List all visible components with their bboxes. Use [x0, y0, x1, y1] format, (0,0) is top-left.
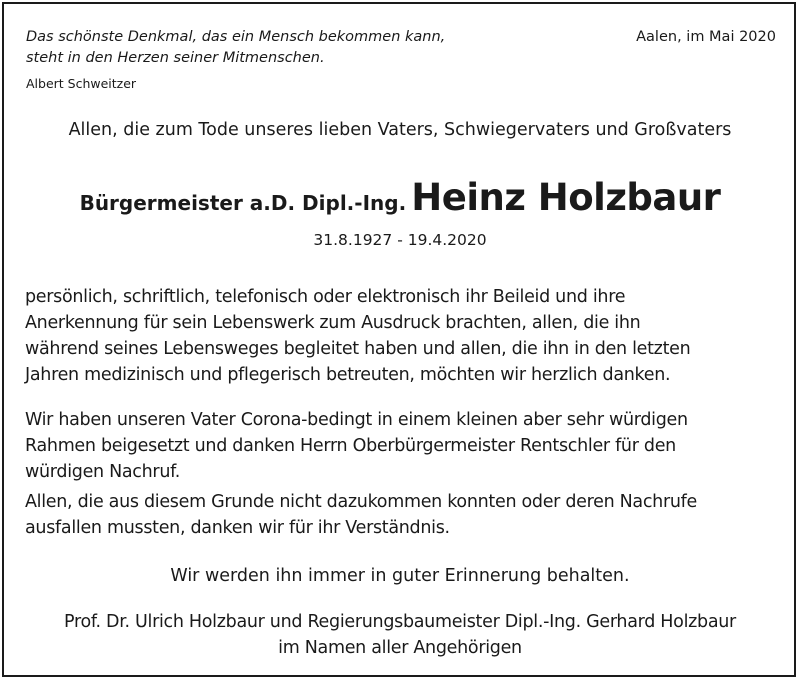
paragraph-line: Allen, die aus diesem Grunde nicht dazukommen konnten oder deren Nachrufe	[25, 492, 697, 512]
understanding-paragraph	[25, 489, 785, 541]
epigraph-quote	[26, 27, 496, 69]
paragraph-line: persönlich, schriftlich, telefonisch oder elektronisch ihr Beileid und ihre	[25, 287, 626, 307]
closing-line: Wir werden ihn immer in guter Erinnerung behalten.	[170, 566, 630, 586]
burial-paragraph	[25, 407, 785, 485]
intro-line: Allen, die zum Tode unseres lieben Vaters, Schwiegervaters und Großvaters	[68, 120, 732, 140]
paragraph-line: während seines Lebensweges begleitet haben und allen, die ihn in den letzten	[25, 339, 691, 359]
signer-on-behalf: im Namen aller Angehörigen	[278, 638, 522, 658]
deceased-name-line	[0, 176, 800, 219]
life-dates: 31.8.1927 - 19.4.2020	[313, 231, 487, 249]
paragraph-line: Jahren medizinisch und pflegerisch betreuten, möchten wir herzlich danken.	[25, 365, 671, 385]
deceased-name: Heinz Holzbaur	[411, 176, 721, 219]
signature-block	[0, 609, 800, 661]
thanks-paragraph	[25, 284, 785, 388]
quote-line: Das schönste Denkmal, das ein Mensch bekommen kann,	[26, 29, 446, 45]
paragraph-line: Rahmen beigesetzt und danken Herrn Oberbürgermeister Rentschler für den	[25, 436, 676, 456]
paragraph-line: würdigen Nachruf.	[25, 462, 180, 482]
quote-author: Albert Schweitzer	[26, 76, 137, 91]
paragraph-line: Wir haben unseren Vater Corona-bedingt in einem kleinen aber sehr würdigen	[25, 410, 688, 430]
deceased-title: Bürgermeister a.D. Dipl.-Ing.	[79, 191, 407, 215]
paragraph-line: ausfallen mussten, danken wir für ihr Verständnis.	[25, 518, 450, 538]
signer-names: Prof. Dr. Ulrich Holzbaur und Regierungsbaumeister Dipl.-Ing. Gerhard Holzbaur	[64, 612, 736, 632]
paragraph-line: Anerkennung für sein Lebenswerk zum Ausdruck brachten, allen, die ihn	[25, 313, 641, 333]
place-and-date: Aalen, im Mai 2020	[636, 29, 776, 45]
quote-line: steht in den Herzen seiner Mitmenschen.	[26, 50, 325, 66]
